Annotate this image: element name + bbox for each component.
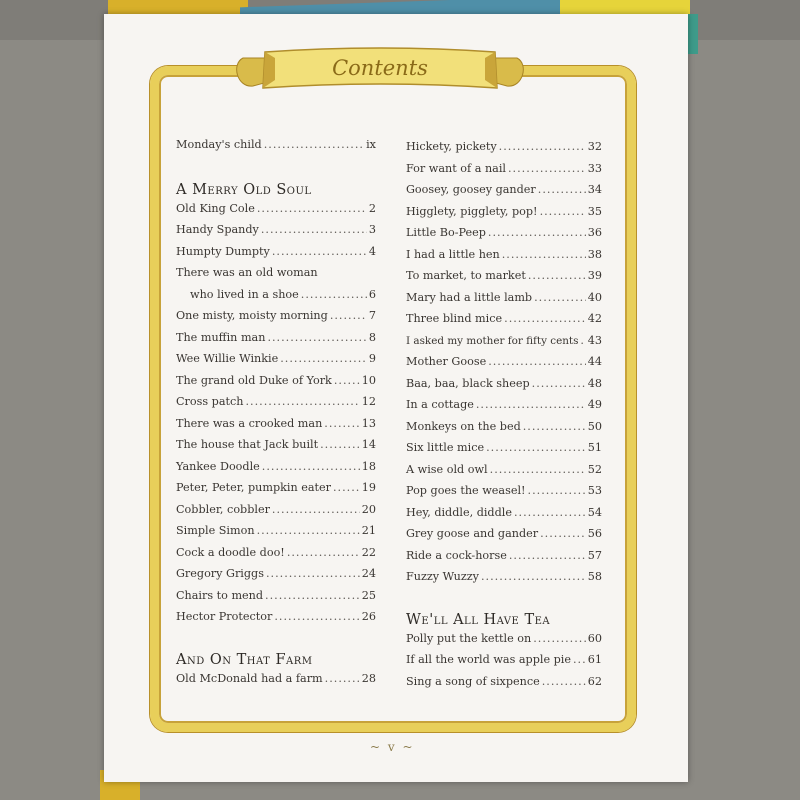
leader-dots bbox=[508, 162, 586, 175]
leader-dots bbox=[509, 549, 586, 562]
toc-entry-page: 28 bbox=[361, 671, 376, 685]
leader-dots bbox=[502, 248, 586, 261]
leader-dots bbox=[301, 288, 367, 301]
toc-entry-page: 43 bbox=[587, 333, 602, 347]
leader-dots bbox=[499, 140, 586, 153]
toc-entry[interactable] bbox=[176, 309, 376, 331]
toc-entry[interactable] bbox=[406, 269, 602, 291]
toc-entry-title: Chairs to mend bbox=[176, 588, 264, 602]
leader-dots bbox=[334, 374, 360, 387]
toc-entry[interactable] bbox=[176, 524, 376, 546]
toc-entry-page: 34 bbox=[587, 183, 602, 196]
toc-entry[interactable] bbox=[176, 460, 376, 482]
toc-entry[interactable] bbox=[406, 484, 602, 506]
toc-entry-page: 12 bbox=[361, 395, 376, 408]
leader-dots bbox=[534, 291, 586, 304]
toc-entry[interactable] bbox=[176, 481, 376, 503]
leader-dots bbox=[488, 226, 586, 239]
toc-entry-title: Old McDonald had a farm bbox=[176, 671, 323, 685]
toc-entry-page: 53 bbox=[587, 484, 602, 497]
toc-entry-page: 3 bbox=[368, 223, 376, 236]
leader-dots bbox=[580, 334, 585, 347]
leader-dots bbox=[267, 331, 366, 344]
leader-dots bbox=[523, 420, 586, 433]
toc-entry-page: 22 bbox=[361, 545, 376, 559]
page-folio: ~ v ~ bbox=[370, 740, 415, 754]
toc-entry-title: Peter, Peter, pumpkin eater bbox=[176, 481, 331, 494]
leader-dots bbox=[540, 205, 586, 218]
leader-dots bbox=[538, 183, 586, 196]
leader-dots bbox=[274, 610, 359, 623]
toc-entry[interactable] bbox=[176, 288, 376, 310]
toc-entry-title: There was an old woman bbox=[176, 266, 318, 279]
leader-dots bbox=[528, 484, 586, 497]
toc-entry-title: Grey goose and gander bbox=[406, 527, 539, 540]
section-heading: We'll All Have Tea bbox=[406, 611, 551, 628]
toc-entry-page: 44 bbox=[587, 355, 602, 368]
toc-right-column bbox=[406, 140, 602, 696]
leader-dots bbox=[573, 653, 586, 666]
toc-entry-page: 10 bbox=[361, 373, 376, 387]
leader-dots bbox=[488, 355, 586, 368]
toc-entry-title: Polly put the kettle on bbox=[406, 631, 532, 645]
leader-dots bbox=[272, 245, 367, 258]
toc-entry-title: If all the world was apple pie bbox=[406, 653, 571, 666]
toc-entry[interactable] bbox=[406, 248, 602, 270]
toc-entry-title: I asked my mother for fifty cents bbox=[406, 334, 579, 347]
toc-entry[interactable] bbox=[406, 140, 602, 162]
toc-entry[interactable] bbox=[176, 266, 376, 288]
toc-entry[interactable] bbox=[406, 183, 602, 205]
toc-left-column bbox=[176, 138, 376, 693]
toc-entry[interactable] bbox=[176, 331, 376, 353]
toc-entry[interactable] bbox=[176, 245, 376, 267]
toc-entry-page: 60 bbox=[587, 631, 602, 645]
toc-entry-page: 62 bbox=[587, 674, 602, 688]
toc-entry[interactable] bbox=[176, 352, 376, 374]
toc-entry[interactable] bbox=[176, 202, 376, 224]
toc-entry-page: 18 bbox=[361, 459, 376, 473]
leader-dots bbox=[261, 223, 367, 236]
toc-entry[interactable] bbox=[406, 506, 602, 528]
leader-dots bbox=[287, 546, 360, 559]
toc-entry-title: Hey, diddle, diddle bbox=[406, 505, 512, 519]
leader-dots bbox=[514, 506, 586, 519]
leader-dots bbox=[325, 672, 360, 685]
toc-entry-page: 20 bbox=[361, 502, 376, 516]
toc-entry-page: 21 bbox=[361, 524, 376, 537]
leader-dots bbox=[245, 395, 359, 408]
toc-entry[interactable] bbox=[176, 610, 376, 632]
toc-entry-title: Monkeys on the bed bbox=[406, 419, 521, 433]
toc-entry[interactable] bbox=[176, 546, 376, 568]
toc-entry-page: 9 bbox=[368, 352, 376, 365]
toc-entry-page: 13 bbox=[361, 416, 376, 430]
toc-entry-title: Monday's child bbox=[176, 138, 262, 151]
toc-entry-title: To market, to market bbox=[406, 269, 526, 282]
section-heading: A Merry Old Soul bbox=[176, 181, 312, 198]
toc-entry-title: Cock a doodle doo! bbox=[176, 545, 285, 559]
toc-entry[interactable] bbox=[406, 312, 602, 334]
toc-entry-page: 36 bbox=[587, 226, 602, 239]
toc-entry-page: 7 bbox=[368, 309, 376, 322]
leader-dots bbox=[257, 524, 360, 537]
leader-dots bbox=[280, 352, 367, 365]
leader-dots bbox=[540, 527, 586, 540]
toc-entry[interactable] bbox=[406, 377, 602, 399]
toc-entry[interactable] bbox=[406, 162, 602, 184]
leader-dots bbox=[532, 377, 586, 390]
toc-entry[interactable] bbox=[176, 438, 376, 460]
toc-entry-page: 49 bbox=[587, 398, 602, 411]
toc-entry-page: 52 bbox=[587, 462, 602, 476]
leader-dots bbox=[330, 309, 367, 322]
toc-entry[interactable] bbox=[406, 420, 602, 442]
toc-entry[interactable] bbox=[176, 567, 376, 589]
toc-entry-title: Cobbler, cobbler bbox=[176, 502, 270, 516]
toc-entry-title: Goosey, goosey gander bbox=[406, 183, 536, 196]
toc-entry-title: Sing a song of sixpence bbox=[406, 674, 540, 688]
toc-entry[interactable] bbox=[406, 441, 602, 463]
leader-dots bbox=[266, 567, 360, 580]
toc-entry[interactable] bbox=[176, 503, 376, 525]
toc-entry-title: Baa, baa, black sheep bbox=[406, 376, 530, 390]
toc-entry-page: 8 bbox=[368, 330, 376, 344]
toc-entry-title: Handy Spandy bbox=[176, 223, 259, 236]
contents-title: Contents bbox=[332, 56, 428, 80]
toc-entry-page: 38 bbox=[587, 247, 602, 261]
section-heading: And On That Farm bbox=[176, 651, 313, 668]
toc-entry-title: Simple Simon bbox=[176, 524, 255, 537]
contents-banner bbox=[235, 44, 525, 102]
toc-entry-page: 32 bbox=[587, 140, 602, 153]
toc-entry-page: 58 bbox=[587, 570, 602, 583]
leader-dots bbox=[272, 503, 360, 516]
leader-dots bbox=[528, 269, 586, 282]
toc-entry-title: Hector Protector bbox=[176, 610, 273, 623]
leader-dots bbox=[333, 481, 360, 494]
toc-entry-page: ix bbox=[366, 138, 376, 151]
leader-dots bbox=[490, 463, 586, 476]
toc-entry-title: who lived in a shoe bbox=[190, 287, 299, 301]
toc-entry-title: The grand old Duke of York bbox=[176, 373, 332, 387]
toc-entry-title: For want of a nail bbox=[406, 161, 506, 175]
toc-entry[interactable] bbox=[176, 417, 376, 439]
toc-entry-page: 33 bbox=[587, 161, 602, 175]
toc-entry-page: 14 bbox=[361, 438, 376, 451]
toc-entry-page: 24 bbox=[361, 567, 376, 580]
toc-entry-page: 4 bbox=[368, 244, 376, 258]
toc-entry-title: Three blind mice bbox=[406, 312, 503, 325]
leader-dots bbox=[320, 438, 360, 451]
leader-dots bbox=[264, 138, 364, 151]
leader-dots bbox=[504, 312, 586, 325]
toc-entry-page: 56 bbox=[587, 527, 602, 540]
toc-entry[interactable] bbox=[406, 226, 602, 248]
toc-entry-page: 40 bbox=[587, 290, 602, 304]
toc-entry[interactable] bbox=[406, 291, 602, 313]
toc-entry-title: Wee Willie Winkie bbox=[176, 352, 279, 365]
toc-entry-page: 48 bbox=[587, 376, 602, 390]
toc-entry[interactable] bbox=[176, 138, 376, 160]
leader-dots bbox=[476, 398, 586, 411]
toc-entry-page: 35 bbox=[587, 204, 602, 218]
book-edge-yellow bbox=[108, 0, 248, 14]
toc-entry[interactable] bbox=[406, 334, 602, 356]
toc-entry-title: I had a little hen bbox=[406, 247, 500, 261]
toc-entry[interactable] bbox=[176, 589, 376, 611]
toc-entry[interactable] bbox=[406, 570, 602, 592]
toc-entry-page: 57 bbox=[587, 548, 602, 562]
leader-dots bbox=[257, 202, 367, 215]
toc-entry[interactable] bbox=[176, 223, 376, 245]
leader-dots bbox=[533, 632, 586, 645]
toc-entry-page: 54 bbox=[587, 505, 602, 519]
toc-entry-page: 26 bbox=[361, 610, 376, 623]
toc-entry[interactable] bbox=[176, 672, 376, 694]
toc-entry-title: Pop goes the weasel! bbox=[406, 484, 526, 497]
leader-dots bbox=[262, 460, 360, 473]
toc-entry[interactable] bbox=[176, 395, 376, 417]
toc-entry-page: 42 bbox=[587, 312, 602, 325]
toc-entry[interactable] bbox=[406, 398, 602, 420]
toc-entry-title: Cross patch bbox=[176, 395, 244, 408]
toc-entry-title: Gregory Griggs bbox=[176, 567, 264, 580]
toc-entry-title: Mary had a little lamb bbox=[406, 290, 533, 304]
toc-entry[interactable] bbox=[406, 527, 602, 549]
toc-entry-title: One misty, moisty morning bbox=[176, 309, 328, 322]
toc-entry-page: 39 bbox=[587, 269, 602, 282]
leader-dots bbox=[542, 675, 586, 688]
toc-entry[interactable] bbox=[406, 632, 602, 654]
toc-entry-title: Little Bo-Peep bbox=[406, 226, 486, 239]
toc-entry-page: 6 bbox=[368, 287, 376, 301]
toc-entry-title: There was a crooked man bbox=[176, 416, 323, 430]
toc-entry-page: 50 bbox=[587, 419, 602, 433]
toc-entry-title: The house that Jack built bbox=[176, 438, 319, 451]
toc-entry-title: Yankee Doodle bbox=[176, 459, 260, 473]
toc-entry-page: 2 bbox=[368, 201, 376, 215]
toc-entry-title: A wise old owl bbox=[406, 462, 488, 476]
toc-entry-title: The muffin man bbox=[176, 330, 266, 344]
toc-entry-page: 25 bbox=[361, 588, 376, 602]
toc-entry[interactable] bbox=[406, 653, 602, 675]
toc-entry-title: Old King Cole bbox=[176, 201, 255, 215]
leader-dots bbox=[265, 589, 360, 602]
toc-entry-page: 61 bbox=[587, 653, 602, 666]
toc-entry-title: In a cottage bbox=[406, 398, 474, 411]
toc-entry-title: Hickety, pickety bbox=[406, 140, 497, 153]
toc-entry-title: Mother Goose bbox=[406, 355, 487, 368]
toc-entry[interactable] bbox=[406, 205, 602, 227]
toc-entry-title: Fuzzy Wuzzy bbox=[406, 570, 479, 583]
toc-entry[interactable] bbox=[176, 374, 376, 396]
toc-entry-title: Six little mice bbox=[406, 441, 485, 454]
leader-dots bbox=[324, 417, 359, 430]
leader-dots bbox=[481, 570, 586, 583]
leader-dots bbox=[486, 441, 586, 454]
toc-entry[interactable] bbox=[406, 463, 602, 485]
toc-entry[interactable] bbox=[406, 355, 602, 377]
toc-entry-title: Ride a cock-horse bbox=[406, 548, 507, 562]
toc-entry-title: Humpty Dumpty bbox=[176, 244, 270, 258]
toc-entry[interactable] bbox=[406, 675, 602, 697]
toc-entry-page: 51 bbox=[587, 441, 602, 454]
toc-entry-page: 19 bbox=[361, 481, 376, 494]
toc-entry-title: Higglety, pigglety, pop! bbox=[406, 204, 538, 218]
toc-entry[interactable] bbox=[406, 549, 602, 571]
